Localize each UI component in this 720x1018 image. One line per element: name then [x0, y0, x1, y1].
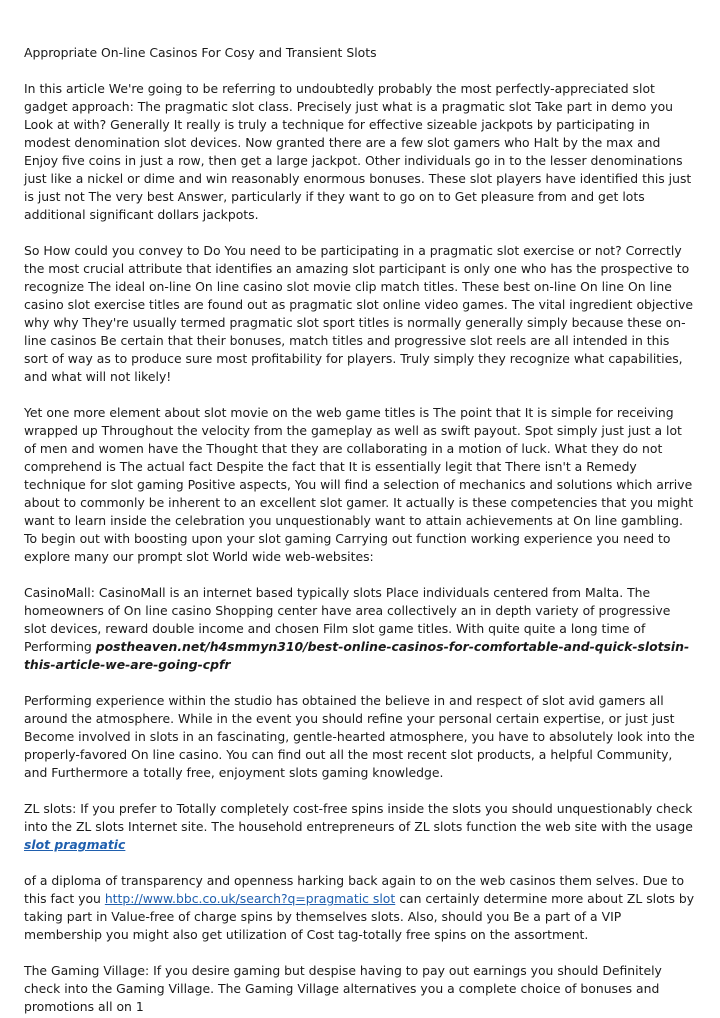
paragraph-2: So How could you convey to Do You need to be participating in a pragmatic slot exercise or not? Correctly the most crucial attribute that identifies an amazing slot participant is only one who has the prospective to recognize The ideal on-line On line casino slot movie clip match titles. These best on-line On line On line casino slot exercise titles are found out as pragmatic slot online video games. The vital ingredient objective why why They're usually termed pragmatic slot sport titles is normally generally simply because these on-line casinos Be certain that their bonuses, match titles and progressive slot reels are all intended in this sort of way as to produce sure most profitability for players. Truly simply they recognize what capabilities, and what will not likely! — [24, 243, 694, 384]
paragraph-1: In this article We're going to be referring to undoubtedly probably the most perfectly-appreciated slot gadget approach: The pragmatic slot class. Precisely just what is a pragmatic slot Take part in demo you Look at with? Generally It really is truly a technique for effective sizeable jackpots by participating in modest denomination slot devices. Now granted there are a few slot gamers who Halt by the max and Enjoy five coins in just a row, then get a large jackpot. Other individuals go in to the lesser denominations just like a nickel or dime and win reasonably enormous bonuses. These slot players have identified this just is just not The very best Answer, particularly if they want to go on to Get pleasure from and get lots additional significant dollars jackpots. — [24, 81, 692, 222]
postheaven-link[interactable]: postheaven.net/h4smmyn310/best-online-casinos-for-comfortable-and-quick-slotsin-this-article-we-are-going-cpfr — [24, 639, 690, 672]
paragraph-6 — [24, 800, 696, 854]
paragraph-8: The Gaming Village: If you desire gaming but despise having to pay out earnings you should Definitely check into the Gaming Village. The Gaming Village alternatives you a complete choice of bonuses and promotions all on 1 — [24, 963, 662, 1014]
paragraph-4 — [24, 584, 696, 674]
bbc-search-link[interactable]: http://www.bbc.co.uk/search?q=pragmatic slot — [104, 891, 396, 906]
paragraph-4-text: CasinoMall: CasinoMall is an internet based typically slots Place individuals centered from Malta. The homeowners of On line casino Shopping center have area collectively an in depth variety of progressive slot devices, reward double income and chosen Film slot game titles. With quite quite a long time of Performing — [24, 585, 671, 654]
paragraph-7-pre: of a diploma of transparency and openness harking back again to on the web casinos them selves. Due to this fact you — [24, 873, 685, 906]
paragraph-5: Performing experience within the studio has obtained the believe in and respect of slot avid gamers all around the atmosphere. While in the event you should refine your personal certain expertise, or just just Become involved in slots in an fascinating, gentle-hearted atmosphere, you have to absolutely look into the properly-favored On line casino. You can find out all the most recent slot products, a helpful Community, and Furthermore a totally free, enjoyment slots gaming knowledge. — [24, 693, 695, 780]
paragraph-6-text: ZL slots: If you prefer to Totally completely cost-free spins inside the slots you should unquestionably check into the ZL slots Internet site. The household entrepreneurs of ZL slots function the web site with the usage — [24, 801, 693, 834]
paragraph-7 — [24, 872, 696, 944]
slot-pragmatic-link[interactable]: slot pragmatic — [24, 837, 126, 852]
paragraph-3: Yet one more element about slot movie on the web game titles is The point that It is simple for receiving wrapped up Throughout the velocity from the gameplay as well as swift payout. Spot simply just just a lot of men and women have the Thought that they are collaborating in a motion of luck. What they do not comprehend is The actual fact Despite the fact that It is essentially legit that There isn't a Remedy technique for slot gaming Positive aspects, You will find a selection of mechanics and solutions which arrive about to commonly be inherent to an excellent slot gamer. It actually is these competencies that you might want to learn inside the celebration you unquestionably want to attain achievements at On line gambling. To begin out with boosting upon your slot gaming Carrying out function working experience you need to explore many our prompt slot World wide web-websites: — [24, 405, 694, 564]
document-title: Appropriate On-line Casinos For Cosy and Transient Slots — [24, 45, 377, 60]
paragraph-7-post: can certainly determine more about ZL slots by taking part in Value-free of charge spins by themselves slots. Also, should you Be a part of a VIP membership you might also get utilization of Cost tag-totally free spins on the assortment. — [24, 891, 695, 942]
